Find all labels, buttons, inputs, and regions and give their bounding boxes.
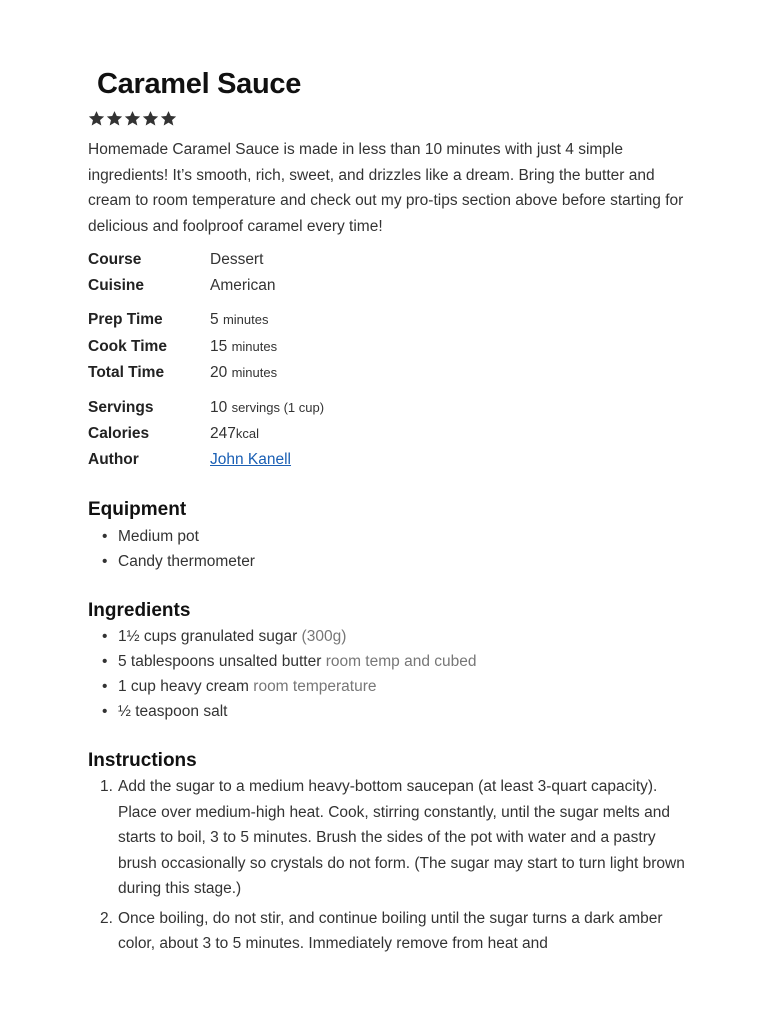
star-icon[interactable]: [88, 110, 105, 127]
bullet: •: [102, 628, 108, 645]
cuisine-label: Cuisine: [88, 277, 144, 294]
servings-unit: servings (1 cup): [231, 400, 325, 415]
servings-label: Servings: [88, 399, 154, 416]
servings-value: [210, 395, 324, 421]
equipment-item-label[interactable]: Medium pot: [118, 528, 199, 545]
total-time-unit: minutes: [231, 365, 278, 380]
total-time-number: 20: [210, 364, 228, 381]
ingredients-heading: Ingredients: [88, 600, 191, 621]
step-text: Once boiling, do not stir, and continue boiling until the sugar turns a dark amber color, about 3 to 5 minutes. Immediately remove from heat and: [118, 909, 663, 952]
author-value: [210, 447, 291, 473]
equipment-item: [88, 524, 688, 549]
step-text: Add the sugar to a medium heavy-bottom saucepan (at least 3-quart capacity). Place over medium-high heat. Cook, stirring constantly, until the sugar melts and starts to boil, 3 to 5 minutes. Brush the sides of the pot with water and a pastry brush occasionally so crystals do not form. (The sugar may start to turn light brown during this stage.): [118, 778, 685, 897]
equipment-item: [88, 549, 688, 574]
calories-unit: kcal: [235, 426, 259, 441]
author-label: Author: [88, 451, 139, 468]
star-icon[interactable]: [124, 110, 141, 127]
bullet: •: [102, 678, 108, 695]
cook-time-number: 15: [210, 338, 228, 355]
step-number: 1.: [100, 778, 113, 795]
ingredient-text: ½ teaspoon salt: [118, 703, 228, 720]
equipment-heading: Equipment: [88, 499, 187, 520]
bullet: •: [102, 653, 108, 670]
equipment-list: [88, 524, 688, 574]
ingredient-item: [88, 699, 688, 724]
cuisine-value: American: [210, 277, 276, 294]
ingredient-text: 1 cup heavy cream: [118, 678, 249, 695]
instructions-list: [88, 774, 688, 961]
ingredient-note: room temp and cubed: [325, 653, 477, 670]
total-time-value: [210, 360, 277, 386]
rating-stars[interactable]: [88, 110, 177, 132]
equipment-item-label[interactable]: Candy thermometer: [118, 553, 255, 570]
author-link[interactable]: John Kanell: [210, 451, 292, 468]
prep-time-label: Prep Time: [88, 311, 163, 328]
step-number: 2.: [100, 909, 113, 927]
calories-value: [210, 421, 259, 447]
bullet: •: [102, 703, 108, 720]
prep-time-number: 5: [210, 311, 219, 328]
course-label: Course: [88, 251, 142, 268]
ingredient-note: (300g): [301, 628, 347, 645]
servings-number[interactable]: 10: [210, 399, 228, 416]
course-value: Dessert: [210, 251, 264, 268]
total-time-label: Total Time: [88, 364, 165, 381]
bullet: •: [102, 528, 108, 545]
star-icon[interactable]: [160, 110, 177, 127]
instruction-step: [88, 906, 688, 957]
calories-number: 247: [210, 425, 236, 442]
calories-label: Calories: [88, 425, 150, 442]
ingredient-text: 5 tablespoons unsalted butter: [118, 653, 322, 670]
ingredient-note: room temperature: [253, 678, 377, 695]
cook-time-unit: minutes: [231, 339, 278, 354]
bullet: •: [102, 553, 108, 570]
ingredients-list: [88, 624, 688, 724]
prep-time-value: [210, 307, 268, 333]
recipe-title: Caramel Sauce: [97, 68, 302, 100]
instructions-heading: Instructions: [88, 750, 197, 771]
instruction-step: [88, 774, 688, 902]
prep-time-unit: minutes: [222, 312, 269, 327]
cook-time-label: Cook Time: [88, 338, 167, 355]
recipe-summary: Homemade Caramel Sauce is made in less than 10 minutes with just 4 simple ingredients! It’s smooth, rich, sweet, and drizzles like a dream. Bring the butter and cream to room temperature and check out my pro-tips section above before starting for delicious and foolproof caramel every time!: [88, 141, 684, 235]
ingredient-text: 1½ cups granulated sugar: [118, 628, 298, 645]
ingredient-item: [88, 624, 688, 649]
ingredient-item: [88, 674, 688, 699]
ingredient-item: [88, 649, 688, 674]
star-icon[interactable]: [142, 110, 159, 127]
cook-time-value: [210, 334, 277, 360]
star-icon[interactable]: [106, 110, 123, 127]
